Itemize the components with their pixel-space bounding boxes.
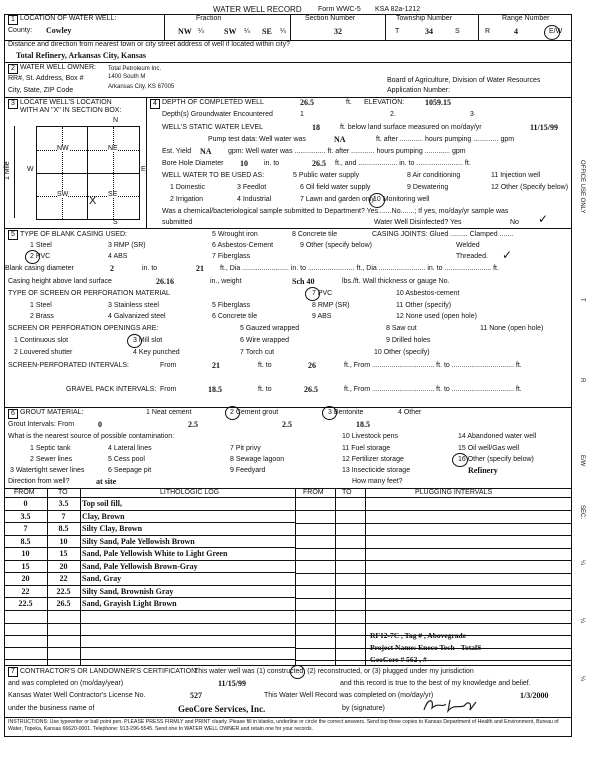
screen-fiberglass[interactable]: 5 Fiberglass bbox=[212, 302, 251, 309]
fraction-label: Fraction bbox=[196, 15, 222, 22]
well-location-mark: X bbox=[89, 195, 97, 207]
sidebar-quarter-2: ¼ bbox=[579, 618, 585, 624]
casing-welded[interactable]: Welded bbox=[456, 242, 480, 249]
lithology-from[interactable]: 8.5 bbox=[4, 535, 47, 548]
plugging-line bbox=[296, 560, 571, 561]
fraction-3[interactable]: SE bbox=[262, 27, 272, 36]
section-box-heading-2: WITH AN "X" IN SECTION BOX: bbox=[20, 107, 122, 114]
business-label: under the business name of bbox=[8, 705, 95, 712]
section-grid[interactable] bbox=[36, 126, 140, 220]
casing-height-label: Casing height above land surface bbox=[8, 278, 112, 285]
city-label: City, State, ZIP Code bbox=[8, 87, 74, 94]
perf-tail: ft., From ................................ ft. to ................................ ft. bbox=[344, 362, 522, 369]
lithology-from[interactable]: 3.5 bbox=[4, 510, 47, 523]
static-date[interactable]: 11/15/99 bbox=[530, 123, 559, 132]
open-sawcut[interactable]: 8 Saw cut bbox=[386, 325, 417, 332]
location-heading: LOCATION OF WATER WELL: bbox=[20, 15, 117, 22]
other-source-circle bbox=[452, 453, 468, 467]
casing-rmp[interactable]: 3 RMP (SR) bbox=[108, 242, 146, 249]
src-oilwell[interactable]: 15 Oil well/Gas well bbox=[458, 445, 520, 452]
sidebar-ew: E/W bbox=[579, 455, 585, 467]
log-from-header: FROM bbox=[14, 489, 35, 496]
groundwater-2: 2. bbox=[390, 111, 396, 118]
src-septic[interactable]: 1 Septic tank bbox=[30, 445, 71, 452]
cert-line2b: and this record is true to the best of my knowledge and belief. bbox=[340, 680, 531, 687]
src-privy[interactable]: 7 Pit privy bbox=[230, 445, 261, 452]
south-label: S bbox=[113, 219, 118, 226]
record-label: This Water Well Record was completed on (mo/day/yr) bbox=[264, 692, 434, 699]
section-number-label: Section Number bbox=[305, 15, 356, 22]
lithology-to[interactable]: 8.5 bbox=[47, 523, 80, 536]
fraction-1[interactable]: NW bbox=[178, 27, 192, 36]
threaded-check-icon: ✓ bbox=[502, 248, 513, 262]
grout-intervals-label: Grout Intervals: From bbox=[8, 421, 75, 428]
section-5-number: 5 bbox=[8, 230, 18, 240]
plugging-line bbox=[296, 585, 571, 586]
lithologic-log-header: LITHOLOGIC LOG bbox=[160, 489, 220, 496]
gravel-label: GRAVEL PACK INTERVALS: bbox=[66, 386, 157, 393]
lithologic-table bbox=[4, 498, 295, 611]
open-wire[interactable]: 6 Wire wrapped bbox=[240, 337, 290, 344]
use-air[interactable]: 8 Air conditioning bbox=[407, 172, 461, 179]
perf-to-label: ft. to bbox=[258, 362, 272, 369]
application-label: Application Number: bbox=[387, 87, 451, 94]
business-value[interactable]: GeoCore Services, Inc. bbox=[178, 704, 266, 714]
lithology-desc[interactable]: Silty Sand, Pale Yellowish Brown bbox=[80, 535, 295, 548]
static-tail: ft. below land surface measured on mo/day/yr bbox=[340, 124, 482, 131]
sidebar-r: R bbox=[579, 378, 585, 383]
range-r: R bbox=[485, 28, 491, 35]
distance-label: Distance and direction from nearest town or city street address of well if located within city? bbox=[8, 41, 291, 48]
quarter-1: ¼ bbox=[198, 28, 204, 35]
open-other[interactable]: 10 Other (specify) bbox=[374, 349, 430, 356]
casing-height-value[interactable]: 26.16 bbox=[156, 277, 174, 286]
src-fertilizer[interactable]: 12 Fertilizer storage bbox=[342, 456, 404, 463]
casing-abs[interactable]: 4 ABS bbox=[108, 253, 128, 260]
bore-label: Bore Hole Diameter bbox=[162, 160, 224, 167]
src-lagoon[interactable]: 8 Sewage lagoon bbox=[230, 456, 285, 463]
range-number[interactable]: 4 bbox=[514, 27, 518, 36]
use-other[interactable]: 12 Other (Specify below) bbox=[491, 184, 569, 191]
owner-name[interactable]: Total Petroleum Inc. bbox=[108, 66, 162, 72]
west-label: W bbox=[27, 166, 34, 173]
township-s: S bbox=[455, 28, 460, 35]
how-many-feet-label: How many feet? bbox=[352, 478, 403, 485]
cert-line2a: and was completed on (mo/day/year) bbox=[8, 680, 124, 687]
owner-heading: WATER WELL OWNER: bbox=[20, 64, 96, 71]
sidebar-sec: SEC. bbox=[579, 505, 585, 520]
license-label: Kansas Water Well Contractor's License No. bbox=[8, 692, 146, 699]
plugging-line bbox=[296, 660, 571, 661]
open-torch[interactable]: 7 Torch cut bbox=[240, 349, 275, 356]
lithology-to[interactable]: 22 bbox=[47, 573, 80, 586]
fraction-2[interactable]: SW bbox=[224, 27, 237, 36]
disinfected-label: Water Well Disinfected? Yes bbox=[374, 219, 462, 226]
sidebar-quarter-3: ¼ bbox=[579, 676, 585, 682]
screen-stainless[interactable]: 3 Stainless steel bbox=[108, 302, 159, 309]
plugging-intervals-header: PLUGGING INTERVALS bbox=[415, 489, 493, 496]
empty-log-line bbox=[4, 623, 295, 624]
bore-tail: ft., and .................... in. to ........................ ft. bbox=[335, 160, 471, 167]
grout-cement[interactable]: 2 Cement grout bbox=[230, 409, 279, 416]
grout-neat[interactable]: 1 Neat cement bbox=[146, 409, 192, 416]
open-drilled[interactable]: 9 Drilled holes bbox=[386, 337, 431, 344]
casing-heading: TYPE OF BLANK CASING USED: bbox=[20, 231, 127, 238]
lithology-from[interactable]: 0 bbox=[4, 498, 47, 510]
log-to-header: TO bbox=[58, 489, 68, 496]
groundwater-3: 3 bbox=[470, 111, 474, 118]
millslot-circle bbox=[127, 334, 142, 348]
empty-log-line bbox=[4, 659, 295, 660]
screen-none[interactable]: 12 None used (open hole) bbox=[396, 313, 477, 320]
lithology-to[interactable]: 15 bbox=[47, 548, 80, 561]
use-feedlot[interactable]: 3 Feedlot bbox=[237, 184, 267, 191]
form-frame bbox=[4, 14, 572, 737]
office-use-label: OFFICE USE ONLY bbox=[579, 160, 585, 214]
cert-line1: This water well was (1) constructed, (2) reconstructed, or (3) plugged under my jurisdiction bbox=[194, 668, 474, 675]
signature-mark bbox=[420, 696, 490, 714]
gravel-from-label: From bbox=[160, 386, 177, 393]
township-t: T bbox=[395, 28, 400, 35]
lithology-to[interactable]: 10 bbox=[47, 535, 80, 548]
depth-label: DEPTH OF COMPLETED WELL bbox=[162, 99, 264, 106]
pump-tail: ft. after ............ hours pumping ............. gpm bbox=[376, 136, 515, 143]
grout-i2-to[interactable]: 18.5 bbox=[356, 420, 370, 429]
casing-fiberglass[interactable]: 7 Fiberglass bbox=[212, 253, 251, 260]
quadrant-nw: NW bbox=[57, 145, 69, 152]
bore-value[interactable]: 10 bbox=[240, 159, 248, 168]
src-abandoned[interactable]: 14 Abandoned water well bbox=[458, 433, 537, 440]
casing-pvc[interactable]: 2 PVC bbox=[30, 253, 51, 260]
casing-concrete[interactable]: 8 Concrete tile bbox=[292, 231, 338, 238]
county-label: County: bbox=[8, 27, 33, 34]
north-label: N bbox=[113, 117, 119, 124]
yield-value[interactable]: NA bbox=[200, 147, 212, 156]
open-louvered[interactable]: 2 Louvered shutter bbox=[14, 349, 73, 356]
plugging-line bbox=[296, 510, 571, 511]
lithology-row bbox=[4, 523, 295, 536]
perf-from[interactable]: 21 bbox=[212, 361, 220, 370]
lithology-row bbox=[4, 598, 295, 611]
elevation-value[interactable]: 1059.15 bbox=[425, 98, 451, 107]
log-tag: RF12-7C , Tag # , Abovegrade bbox=[370, 631, 467, 640]
lithology-row bbox=[4, 585, 295, 598]
src-other[interactable]: 16 Other (specify below) bbox=[458, 456, 534, 463]
screen-pvc[interactable]: 7 PVC bbox=[312, 290, 333, 297]
bore-depth[interactable]: 26.5 bbox=[312, 159, 326, 168]
plugging-line bbox=[296, 610, 571, 611]
use-injection[interactable]: 11 Injection well bbox=[491, 172, 541, 179]
wall-thickness-label: lbs./ft. Wall thickness or gauge No. bbox=[342, 278, 450, 285]
quarter-3: ¼ bbox=[280, 28, 286, 35]
bentonite-circle bbox=[322, 406, 337, 420]
screen-pvc-circle bbox=[305, 287, 320, 301]
casing-asbestos[interactable]: 6 Asbestos-Cement bbox=[212, 242, 274, 249]
screen-galvanized[interactable]: 4 Galvanized steel bbox=[108, 313, 166, 320]
lithology-to[interactable]: 20 bbox=[47, 560, 80, 573]
depth-value[interactable]: 26.5 bbox=[300, 98, 314, 107]
src-feedyard[interactable]: 9 Feedyard bbox=[230, 467, 266, 474]
quadrant-se: SE bbox=[108, 191, 118, 198]
ksa-number: KSA 82a-1212 bbox=[375, 6, 421, 13]
diameter-to[interactable]: 21 bbox=[196, 264, 204, 273]
license-value[interactable]: 527 bbox=[190, 691, 202, 700]
groundwater-1: 1 bbox=[300, 111, 304, 118]
src-watertight[interactable]: 3 Watertight sewer lines bbox=[10, 467, 85, 474]
casing-weight-label: in., weight bbox=[210, 278, 242, 285]
plugging-line bbox=[296, 598, 571, 599]
rr-label: RR#, St. Address, Box # bbox=[8, 75, 84, 82]
lithology-desc[interactable]: Silty Clay, Brown bbox=[80, 523, 295, 536]
diameter-label: Blank casing diameter bbox=[5, 265, 74, 272]
open-keypunched[interactable]: 4 Key punched bbox=[133, 349, 180, 356]
groundwater-label: Depth(s) Groundwater Encountered bbox=[162, 111, 273, 118]
open-none[interactable]: 11 None (open hole) bbox=[480, 325, 544, 332]
empty-log-line bbox=[4, 635, 295, 636]
use-oilfield[interactable]: 6 Oil field water supply bbox=[300, 184, 371, 191]
distance-value[interactable]: Total Refinery, Arkansas City, Kansas bbox=[16, 51, 146, 60]
screen-brass[interactable]: 2 Brass bbox=[30, 313, 54, 320]
perf-from-label: From bbox=[160, 362, 177, 369]
lithology-row bbox=[4, 510, 295, 523]
township-label: Township Number bbox=[396, 15, 453, 22]
other-source-value[interactable]: Refinery bbox=[468, 466, 498, 475]
use-public[interactable]: 5 Public water supply bbox=[293, 172, 360, 179]
src-seepage[interactable]: 6 Seepage pit bbox=[108, 467, 152, 474]
depth-unit: ft. bbox=[346, 99, 352, 106]
township-number[interactable]: 34 bbox=[425, 27, 433, 36]
screen-abs[interactable]: 9 ABS bbox=[312, 313, 332, 320]
section-box-heading-1: LOCATE WELL'S LOCATION bbox=[20, 99, 112, 106]
open-gauzed[interactable]: 5 Gauzed wrapped bbox=[240, 325, 300, 332]
gravel-to-label: ft. to bbox=[258, 386, 272, 393]
diameter-value[interactable]: 2 bbox=[110, 264, 114, 273]
bore-mid: in. to bbox=[264, 160, 280, 167]
src-cesspool[interactable]: 5 Cess pool bbox=[108, 456, 145, 463]
lithology-from[interactable]: 20 bbox=[4, 573, 47, 586]
plugging-line bbox=[296, 623, 571, 624]
casing-wrought[interactable]: 5 Wrought iron bbox=[212, 231, 258, 238]
gravel-from[interactable]: 18.5 bbox=[208, 385, 222, 394]
east-label: E bbox=[141, 166, 146, 173]
use-lawn[interactable]: 7 Lawn and garden only bbox=[300, 196, 375, 203]
lithology-row bbox=[4, 548, 295, 561]
instructions-text: INSTRUCTIONS: Use typewriter or ball point pen. PLEASE PRESS FIRMLY and PRINT clearly. Please fill in blanks, underline or circle the correct answers. Send top three copies to Kansas Department of Health and Environment, Bureau of Water, Topeka, Kansas 66620-0001. Telephone: 913-296-5545. Send one to WATER WELL OWNER and retain one for your records. bbox=[8, 719, 559, 732]
log-project: Project Name: Eneco Tech - TotalS bbox=[370, 643, 482, 652]
lithology-row bbox=[4, 560, 295, 573]
screen-asbestos[interactable]: 10 Asbestos-cement bbox=[396, 290, 460, 297]
static-label: WELL'S STATIC WATER LEVEL bbox=[162, 124, 264, 131]
record-date[interactable]: 1/3/2000 bbox=[520, 691, 549, 700]
plugging-line bbox=[296, 548, 571, 549]
lithology-from[interactable]: 10 bbox=[4, 548, 47, 561]
grout-i2-from[interactable]: 2.5 bbox=[282, 420, 292, 429]
section-7-number: 7 bbox=[8, 667, 18, 677]
form-number: Form WWC-5 bbox=[318, 6, 361, 13]
src-fuel[interactable]: 11 Fuel storage bbox=[342, 445, 391, 452]
casing-steel[interactable]: 1 Steel bbox=[30, 242, 52, 249]
gravel-to[interactable]: 26.5 bbox=[304, 385, 318, 394]
cert-date[interactable]: 11/15/99 bbox=[218, 679, 247, 688]
casing-joints: CASING JOINTS: Glued ......... Clamped ....... bbox=[372, 231, 514, 238]
section-1-number: 1 bbox=[8, 15, 18, 25]
grout-i1-from[interactable]: 0 bbox=[98, 420, 102, 429]
use-irrigation[interactable]: 2 Irrigation bbox=[170, 196, 204, 203]
casing-other[interactable]: 9 Other (specify below) bbox=[300, 242, 372, 249]
section-2-number: 2 bbox=[8, 64, 18, 74]
direction-label: Direction from well? bbox=[8, 478, 70, 485]
section-6-number: 6 bbox=[8, 409, 18, 419]
plugging-line bbox=[296, 535, 571, 536]
screen-rmp[interactable]: 8 RMP (SR) bbox=[312, 302, 350, 309]
owner-city[interactable]: Arkansas City, KS 67005 bbox=[108, 84, 175, 90]
pump-value[interactable]: NA bbox=[334, 135, 346, 144]
sidebar-quarter-1: ¼ bbox=[579, 560, 585, 566]
screen-steel[interactable]: 1 Steel bbox=[30, 302, 52, 309]
openings-heading: SCREEN OR PERFORATION OPENINGS ARE: bbox=[8, 325, 159, 332]
monitoring-circle bbox=[369, 193, 385, 208]
lithology-row bbox=[4, 498, 295, 510]
ew-circle bbox=[544, 25, 563, 40]
disinfected-no[interactable]: No bbox=[510, 219, 519, 226]
form-title: WATER WELL RECORD bbox=[213, 5, 302, 14]
contamination-label: What is the nearest source of possible contamination: bbox=[8, 433, 175, 440]
lithology-desc[interactable]: Sand, Pale Yellowish White to Light Green bbox=[80, 548, 295, 561]
grout-i1-to[interactable]: 2.5 bbox=[188, 420, 198, 429]
log-geocore: GeoCore # 562 , # bbox=[370, 655, 427, 664]
casing-schedule[interactable]: Sch 40 bbox=[292, 277, 315, 286]
src-livestock[interactable]: 10 Livestock pens bbox=[342, 433, 399, 440]
static-value[interactable]: 18 bbox=[312, 123, 320, 132]
screen-other[interactable]: 11 Other (specify) bbox=[396, 302, 452, 309]
signature-label: by (signature) bbox=[342, 705, 385, 712]
yield-label: Est. Yield bbox=[162, 148, 192, 155]
src-sewer[interactable]: 2 Sewer lines bbox=[30, 456, 73, 463]
quadrant-sw: SW bbox=[57, 191, 69, 198]
range-label: Range Number bbox=[502, 15, 550, 22]
lithology-to[interactable]: 26.5 bbox=[47, 598, 80, 611]
src-insecticide[interactable]: 13 Insecticide storage bbox=[342, 467, 411, 474]
quadrant-ne: NE bbox=[108, 145, 118, 152]
owner-address[interactable]: 1400 South M bbox=[108, 74, 146, 80]
lithology-from[interactable]: 22 bbox=[4, 585, 47, 598]
lithology-from[interactable]: 7 bbox=[4, 523, 47, 536]
casing-threaded[interactable]: Threaded. bbox=[456, 253, 488, 260]
range-ew[interactable]: E/W bbox=[549, 28, 563, 35]
open-continuous[interactable]: 1 Continuous slot bbox=[14, 337, 69, 344]
county-value[interactable]: Cowley bbox=[46, 26, 72, 35]
grout-label: GROUT MATERIAL: bbox=[20, 409, 84, 416]
lithology-desc[interactable]: Silty Sand, Brownish Gray bbox=[80, 585, 295, 598]
elevation-label: ELEVATION: bbox=[364, 99, 405, 106]
use-label: WELL WATER TO BE USED AS: bbox=[162, 172, 265, 179]
pvc-circle bbox=[25, 250, 40, 264]
lithology-to[interactable]: 22.5 bbox=[47, 585, 80, 598]
use-domestic[interactable]: 1 Domestic bbox=[170, 184, 206, 191]
section-3-number: 3 bbox=[8, 99, 18, 109]
lithology-row bbox=[4, 573, 295, 586]
screen-heading: TYPE OF SCREEN OR PERFORATION MATERIAL bbox=[8, 290, 170, 297]
perforated-label: SCREEN-PERFORATED INTERVALS: bbox=[8, 362, 129, 369]
lithology-desc[interactable]: Sand, Gray bbox=[80, 573, 295, 586]
perf-to[interactable]: 26 bbox=[308, 361, 316, 370]
sidebar-t: T bbox=[579, 298, 585, 302]
lithology-desc[interactable]: Top soil fill, bbox=[80, 498, 295, 510]
constructed-circle bbox=[290, 665, 305, 679]
lithology-desc[interactable]: Sand, Grayish Light Brown bbox=[80, 598, 295, 611]
lithology-desc[interactable]: Sand, Pale Yellowish Brown-Gray bbox=[80, 560, 295, 573]
lithology-from[interactable]: 22.5 bbox=[4, 598, 47, 611]
section-number[interactable]: 32 bbox=[334, 27, 342, 36]
mile-label: 1 Mile bbox=[4, 161, 11, 180]
plugging-line bbox=[296, 573, 571, 574]
direction-value[interactable]: at site bbox=[96, 477, 117, 486]
check-mark-icon: ✓ bbox=[538, 212, 549, 226]
pump-label: Pump test data: Well water was bbox=[208, 136, 306, 143]
lithology-desc[interactable]: Clay, Brown bbox=[80, 510, 295, 523]
lithology-to[interactable]: 3.5 bbox=[47, 498, 80, 510]
section-4-number: 4 bbox=[150, 99, 160, 109]
lithology-to[interactable]: 7 bbox=[47, 510, 80, 523]
lithology-from[interactable]: 15 bbox=[4, 560, 47, 573]
use-industrial[interactable]: 4 Industrial bbox=[237, 196, 272, 203]
cement-circle bbox=[225, 406, 240, 420]
grout-bentonite[interactable]: 3 Bentonite bbox=[328, 409, 364, 416]
screen-concrete[interactable]: 6 Concrete tile bbox=[212, 313, 258, 320]
cert-heading: CONTRACTOR'S OR LANDOWNER'S CERTIFICATION: bbox=[20, 668, 199, 675]
use-dewatering[interactable]: 9 Dewatering bbox=[407, 184, 449, 191]
diameter-mid: in. to bbox=[142, 265, 158, 272]
open-millslot[interactable]: 3 Mill slot bbox=[133, 337, 163, 344]
board-label: Board of Agriculture, Division of Water Resources bbox=[387, 77, 541, 84]
use-monitoring[interactable]: 10 Monitoring well bbox=[373, 196, 430, 203]
plugging-line bbox=[296, 523, 571, 524]
plug-to-header: TO bbox=[342, 489, 352, 496]
quarter-2: ¼ bbox=[244, 28, 250, 35]
diameter-tail: ft., Dia ........................ in. to ........................ ft., Dia ........................ in. to ........................ ft. bbox=[220, 265, 499, 272]
plug-from-header: FROM bbox=[303, 489, 324, 496]
gravel-tail: ft., From ................................ ft. to ................................ ft. bbox=[344, 386, 522, 393]
empty-log-line bbox=[4, 647, 295, 648]
chem-question: Was a chemical/bacteriological sample submitted to Department? Yes.......No.......; If yes, mo/day/yr sample was bbox=[162, 208, 509, 215]
grout-other[interactable]: 4 Other bbox=[398, 409, 422, 416]
chem-submitted: submitted bbox=[162, 219, 193, 226]
src-lateral[interactable]: 4 Lateral lines bbox=[108, 445, 152, 452]
yield-tail: gpm: Well water was ................ ft. after ............ hours pumping ............. gpm bbox=[228, 148, 466, 155]
lithology-row bbox=[4, 535, 295, 548]
